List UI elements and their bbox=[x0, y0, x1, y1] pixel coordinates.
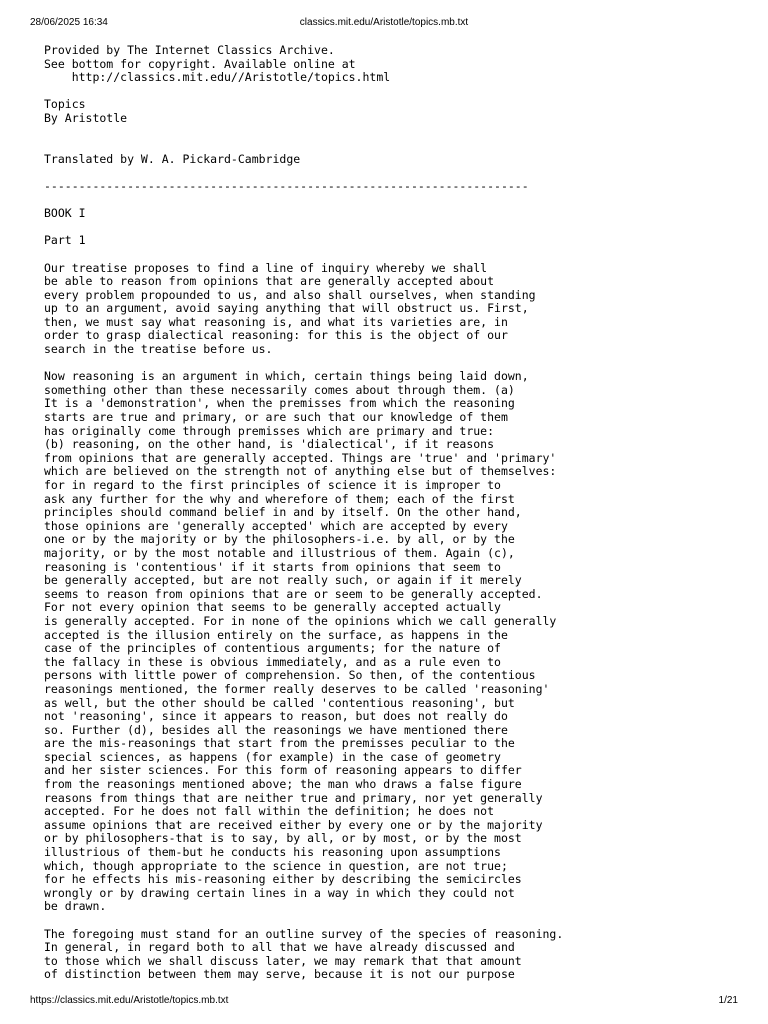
text-line: one or by the majority or by the philosophers-i.e. by all, or by the bbox=[44, 532, 515, 547]
print-footer bbox=[30, 994, 738, 1008]
text-line bbox=[44, 221, 744, 235]
text-line: special sciences, as happens (for example) in the case of geometry bbox=[44, 749, 501, 764]
text-line: to those which we shall discuss later, we may remark that that amount bbox=[44, 953, 522, 968]
text-line: persons with little power of comprehension. So then, of the contentious bbox=[44, 668, 536, 683]
text-line: from the reasonings mentioned above; the man who draws a false figure bbox=[44, 777, 522, 792]
text-line: reasons from things that are neither true and primary, nor yet generally bbox=[44, 790, 543, 805]
text-line: reasonings mentioned, the former really deserves to be called 'reasoning' bbox=[44, 681, 550, 696]
text-line: See bottom for copyright. Available online at bbox=[44, 56, 356, 71]
print-datetime: 28/06/2025 16:34 bbox=[30, 17, 108, 28]
text-line: assume opinions that are received either by every one or by the majority bbox=[44, 817, 543, 832]
text-line: then, we must say what reasoning is, and what its varieties are, in bbox=[44, 314, 508, 329]
text-line: Our treatise proposes to find a line of inquiry whereby we shall bbox=[44, 260, 488, 275]
text-line: case of the principles of contentious arguments; for the nature of bbox=[44, 641, 501, 656]
text-line: order to grasp dialectical reasoning: for this is the object of our bbox=[44, 328, 508, 343]
text-line: which, though appropriate to the science in question, are not true; bbox=[44, 858, 508, 873]
text-line: Topics bbox=[44, 97, 86, 112]
text-line: search in the treatise before us. bbox=[44, 342, 273, 357]
text-line: ask any further for the why and wherefore of them; each of the first bbox=[44, 491, 515, 506]
text-line: The foregoing must stand for an outline survey of the species of reasoning. bbox=[44, 926, 564, 941]
print-url: https://classics.mit.edu/Aristotle/topics.mb.txt bbox=[30, 995, 229, 1006]
text-line: ---------------------------------------------------------------------- bbox=[44, 178, 529, 193]
text-line: reasoning is 'contentious' if it starts from opinions that seem to bbox=[44, 559, 501, 574]
text-line: accepted. For he does not fall within the definition; he does not bbox=[44, 804, 495, 819]
text-line: something other than these necessarily comes about through them. (a) bbox=[44, 382, 515, 397]
text-line: BOOK I bbox=[44, 206, 86, 221]
text-line: for he effects his mis-reasoning either by describing the semicircles bbox=[44, 872, 522, 887]
text-line: principles should command belief in and by itself. On the other hand, bbox=[44, 505, 522, 520]
text-line: seems to reason from opinions that are or seem to be generally accepted. bbox=[44, 586, 543, 601]
text-line: illustrious of them-but he conducts his reasoning upon assumptions bbox=[44, 845, 501, 860]
text-line: accepted is the illusion entirely on the surface, as happens in the bbox=[44, 627, 508, 642]
text-line: wrongly or by drawing certain lines in a way in which they could not bbox=[44, 885, 515, 900]
text-line: is generally accepted. For in none of the opinions which we call generally bbox=[44, 613, 557, 628]
text-line bbox=[44, 194, 744, 208]
text-line: has originally come through premisses which are primary and true: bbox=[44, 423, 495, 438]
text-line: Now reasoning is an argument in which, certain things being laid down, bbox=[44, 369, 529, 384]
text-line bbox=[44, 166, 744, 180]
text-line: so. Further (d), besides all the reasonings we have mentioned there bbox=[44, 722, 508, 737]
text-line: not 'reasoning', since it appears to reason, but does not really do bbox=[44, 709, 508, 724]
text-line: http://classics.mit.edu//Aristotle/topics.html bbox=[44, 70, 391, 85]
text-line: or by philosophers-that is to say, by all, or by most, or by the most bbox=[44, 831, 522, 846]
text-line bbox=[44, 248, 744, 262]
text-line: In general, in regard both to all that we have already discussed and bbox=[44, 940, 515, 955]
document-text bbox=[44, 44, 744, 982]
page-number: 1/21 bbox=[718, 995, 738, 1006]
text-line: Provided by The Internet Classics Archive. bbox=[44, 43, 335, 57]
print-page-title: classics.mit.edu/Aristotle/topics.mb.txt bbox=[299, 17, 469, 28]
text-line: (b) reasoning, on the other hand, is 'dialectical', if it reasons bbox=[44, 437, 495, 452]
text-line: the fallacy in these is obvious immediately, and as a rule even to bbox=[44, 654, 501, 669]
text-line bbox=[44, 357, 744, 371]
text-line: Part 1 bbox=[44, 233, 86, 248]
text-line bbox=[44, 139, 744, 153]
text-line: be able to reason from opinions that are generally accepted about bbox=[44, 274, 495, 289]
text-line: and her sister sciences. For this form of reasoning appears to differ bbox=[44, 763, 522, 778]
text-line: every problem propounded to us, and also shall ourselves, when standing bbox=[44, 287, 536, 302]
text-line: Translated by W. A. Pickard-Cambridge bbox=[44, 151, 301, 166]
text-line: be generally accepted, but are not really such, or again if it merely bbox=[44, 573, 522, 588]
text-line: For not every opinion that seems to be generally accepted actually bbox=[44, 600, 501, 615]
text-line: It is a 'demonstration', when the premisses from which the reasoning bbox=[44, 396, 515, 411]
text-line bbox=[44, 126, 744, 140]
text-line: starts are true and primary, or are such that our knowledge of them bbox=[44, 410, 508, 425]
text-line: of distinction between them may serve, because it is not our purpose bbox=[44, 967, 515, 982]
text-line: from opinions that are generally accepted. Things are 'true' and 'primary' bbox=[44, 450, 557, 465]
text-line: for in regard to the first principles of science it is improper to bbox=[44, 478, 501, 492]
text-line: majority, or by the most notable and illustrious of them. Again (c), bbox=[44, 545, 515, 560]
text-line: up to an argument, avoid saying anything that will obstruct us. First, bbox=[44, 301, 529, 316]
text-line: By Aristotle bbox=[44, 110, 128, 125]
print-header bbox=[30, 16, 738, 30]
text-line: be drawn. bbox=[44, 899, 107, 914]
text-line: which are believed on the strength not of anything else but of themselves: bbox=[44, 464, 557, 479]
text-line bbox=[44, 914, 744, 928]
text-line: those opinions are 'generally accepted' which are accepted by every bbox=[44, 518, 508, 533]
text-line: as well, but the other should be called 'contentious reasoning', but bbox=[44, 695, 515, 710]
text-line: are the mis-reasonings that start from the premisses peculiar to the bbox=[44, 736, 515, 751]
text-line bbox=[44, 85, 744, 99]
